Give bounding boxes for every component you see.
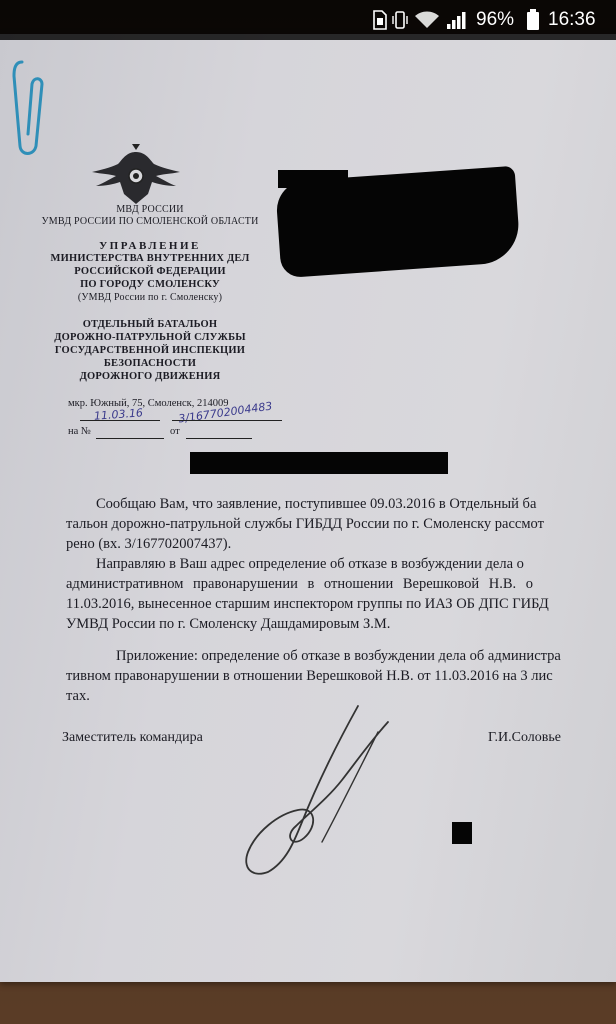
para2-line-4: УМВД России по г. Смоленску Дашдамировым З.М. — [66, 616, 391, 632]
unit-line-4: БЕЗОПАСНОСТИ — [103, 358, 197, 369]
para3-line-2: тивном правонарушении в отношении Верешковой Н.В. от 11.03.2016 на 3 лис — [66, 668, 553, 684]
ref-date-label: от — [170, 426, 180, 437]
date-line — [80, 420, 160, 421]
dept-line-1: МИНИСТЕРСТВА ВНУТРЕННИХ ДЕЛ — [50, 253, 250, 264]
para2-line-2: административном правонарушении в отношении Верешковой Н.В. о — [66, 576, 534, 592]
battery-icon — [526, 9, 540, 31]
unit-line-1: ОТДЕЛЬНЫЙ БАТАЛЬОН — [82, 319, 218, 330]
dept-title: УПРАВЛЕНИЕ — [99, 240, 201, 252]
status-bar — [0, 0, 616, 40]
para2-line-1: Направляю в Ваш адрес определение об отказе в возбуждении дела о — [96, 556, 524, 572]
para1-line-2: тальон дорожно-патрульной службы ГИБДД России по г. Смоленску рассмот — [66, 516, 544, 532]
battery-percent: 96% — [476, 9, 515, 30]
sim-card-icon — [372, 9, 388, 31]
signatory-position: Заместитель командира — [62, 730, 203, 745]
wifi-icon — [414, 10, 440, 30]
ref-number-line — [96, 438, 164, 439]
dept-line-2: РОССИЙСКОЙ ФЕДЕРАЦИИ — [74, 266, 226, 277]
number-line — [172, 420, 282, 421]
handwritten-signature — [238, 702, 408, 882]
handwritten-date: 11.03.16 — [93, 406, 144, 423]
dept-line-4: (УМВД России по г. Смоленску) — [77, 292, 223, 303]
document-page — [0, 34, 616, 982]
paper-clip-icon — [8, 54, 48, 164]
clock: 16:36 — [548, 9, 596, 30]
para3-line-1: Приложение: определение об отказе в возбуждении дела об администра — [116, 648, 561, 664]
redaction-salutation — [190, 452, 448, 474]
dept-line-3: ПО ГОРОДУ СМОЛЕНСКУ — [80, 279, 220, 290]
unit-line-3: ГОСУДАРСТВЕННОЙ ИНСПЕКЦИИ — [54, 345, 246, 356]
org-line-1: МВД РОССИИ — [116, 204, 184, 215]
para2-line-3: 11.03.2016, вынесенное старшим инспектором группы по ИАЗ ОБ ДПС ГИБД — [66, 596, 549, 612]
redaction-recipient-top — [278, 170, 348, 188]
signatory-name: Г.И.Соловье — [488, 730, 561, 745]
address: мкр. Южный, 75, Смоленск, 214009 — [68, 398, 229, 409]
unit-line-2: ДОРОЖНО-ПАТРУЛЬНОЙ СЛУЖБЫ — [54, 332, 246, 343]
ref-date-line — [186, 438, 252, 439]
double-headed-eagle-icon — [92, 142, 180, 208]
unit-line-5: ДОРОЖНОГО ДВИЖЕНИЯ — [79, 371, 221, 382]
para3-line-3: тах. — [66, 688, 90, 704]
org-line-2: УМВД РОССИИ ПО СМОЛЕНСКОЙ ОБЛАСТИ — [41, 216, 259, 227]
ref-number-label: на № — [68, 426, 91, 437]
para1-line-3: рено (вх. 3/167702007437). — [66, 536, 232, 552]
signal-icon — [446, 10, 468, 30]
para1-line-1: Сообщаю Вам, что заявление, поступившее 09.03.2016 в Отдельный ба — [96, 496, 537, 512]
handwritten-number: 3/167702004483 — [177, 399, 274, 426]
vibrate-icon — [392, 9, 408, 31]
redaction-mark — [452, 822, 472, 844]
